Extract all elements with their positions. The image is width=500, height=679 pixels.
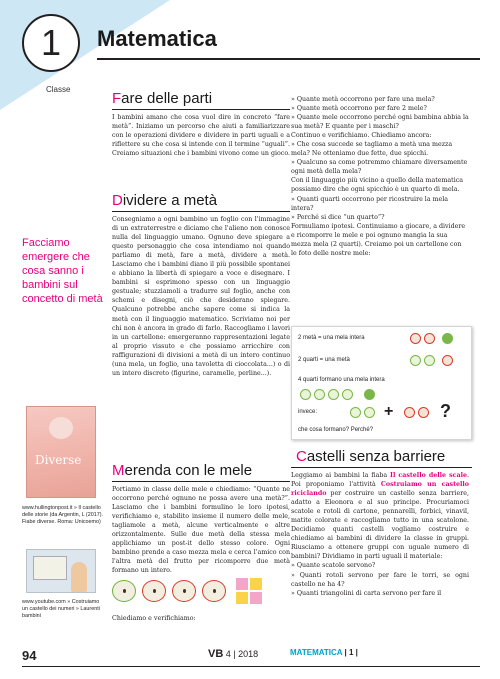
- title-initial: M: [112, 462, 125, 479]
- title-initial: C: [296, 448, 307, 465]
- video-figure: [71, 562, 87, 592]
- section-rule: [112, 109, 290, 110]
- quarter-apple-icon: [342, 389, 353, 400]
- section-rule: [112, 481, 290, 482]
- apples-illustration: [112, 576, 290, 606]
- class-number-circle: [22, 14, 80, 72]
- title-rest: astelli senza barriere: [306, 448, 446, 465]
- book-caption: www.hullingtonpost.it » Il castello delle storie (da Argentin, L (2017). Fiabe diverse. Roma: Unicoemo): [22, 505, 104, 525]
- footer-section-num: | 1 |: [344, 648, 358, 657]
- math-line: 2 metà = una mela intera: [298, 335, 365, 341]
- plus-symbol: +: [384, 403, 394, 420]
- section-body-merenda-after: Chiediamo e verifichiamo:: [112, 615, 196, 622]
- section-rule: [112, 211, 290, 212]
- half-apple-icon: [442, 355, 453, 366]
- half-apple-icon: [410, 333, 421, 344]
- math-line: 2 quarti = una metà: [298, 357, 350, 363]
- half-apple-icon: [142, 580, 166, 602]
- math-line: che cosa formano? Perché?: [298, 427, 374, 433]
- math-fractions-box: [291, 326, 472, 440]
- math-line: invece:: [298, 409, 318, 415]
- video-screen: [33, 556, 67, 580]
- title-initial: D: [112, 192, 123, 209]
- issue-date: 4 | 2018: [225, 649, 259, 659]
- story-title-link[interactable]: Il castello delle scale: [390, 472, 467, 479]
- half-apple-icon: [404, 407, 415, 418]
- half-apple-icon: [172, 580, 196, 602]
- apple-seed: [213, 589, 216, 593]
- section-title-castelli: [296, 448, 445, 465]
- book-cover-figure: [49, 417, 73, 439]
- book-cover-image: [26, 406, 96, 498]
- section-title-fare: [112, 90, 212, 107]
- body-text: . Poi proponiamo l'attività: [291, 472, 469, 489]
- postit-square: [236, 578, 248, 590]
- magazine-issue: [208, 648, 258, 660]
- section-body-fare: I bambini amano che cosa vuol dire in concreto “fare metà”. Iniziamo un percorso che aiuti a familiarizzare con le operazioni dividere e dividere in parti uguali e a riflettere su che cosa si intende con il termine “uguali”. Creiamo situazioni che i bambini vivono come un gioco.: [112, 114, 291, 158]
- footer-section-label: MATEMATICA: [290, 648, 343, 657]
- apple-seed: [153, 589, 156, 593]
- quarter-apple-icon: [410, 355, 421, 366]
- quarter-apple-icon: [364, 407, 375, 418]
- quarter-apple-icon: [300, 389, 311, 400]
- section-body-dividere: Consegniamo a ogni bambino un foglio con l'immagine di un extraterrestre e diciamo che l'alieno non conosce nulla del linguaggio umano. Ognuno deve spiegare a questo personaggio che cosa intendiamo noi quando parliamo di metà, fare a metà, dividere a metà. Lasciamo che i bambini diano il più possibile spontanei e abbiano la libertà di spiegare a voce e disegnare. I bambini si esprimono spesso con un linguaggio gestuale; stuzziamoli a tradurre sul foglio, anche con schemi e disegni, ciò che desiderano spiegare. Qualcuno potrebbe anche sapere come si indica la metà con il linguaggio matematico. Scriviamo noi per chi non è ancora in grado di farlo. Raccogliamo i lavori in un cartellone: emergeranno rappresentazioni legate al proprio vissuto e che possiamo arricchire con raffigurazioni di divisioni a metà di un intero continuo (una mela, un foglio, una tavoletta di cioccolata...) o di un intero discreto (figurine, caramelle, perline...).: [112, 216, 290, 377]
- body-text: Leggiamo ai bambini la fiaba: [291, 472, 391, 479]
- quarter-apple-icon: [314, 389, 325, 400]
- section-body-castelli: [291, 471, 469, 598]
- video-thumbnail[interactable]: [26, 549, 96, 593]
- title-rest: ividere a metà: [122, 192, 218, 209]
- video-caption: www.youtube.com » Costruiamo un castello dei numeri » Laurenti bambini: [22, 599, 100, 619]
- section-title-dividere: [112, 192, 217, 209]
- apple-seed: [183, 589, 186, 593]
- activity-title-link[interactable]: Costruiamo un castello riciclando: [291, 481, 469, 498]
- half-apple-icon: [202, 580, 226, 602]
- questions-body: » Quante metà occorrono per fare una mela? » Quante metà occorrono per fare 2 mele? » Quante mele occorrono perché ogni bambina abbia la sua metà? E quante per i maschi? Continuo e verifichiamo. Chiediamo ancora: » Che cosa succede se tagliamo a metà una mezza mela? Ne otteniamo due fette, due spicchi. » Qualcuno sa come potremmo chiamare diversamente ogni metà della mela? Con il linguaggio più vicino a quello della matematica possiamo dire che ogni spicchio è un quarto di mela. » Quanti quarti occorrono per ricostruire la mela intera? » Perché si dice “un quarto”? Formuliamo ipotesi. Continuiamo a giocare, a dividere e ricomporre le mele e poi ognuno mangia la sua mezza mela (2 quarti). Creiamo poi un cartellone con le foto delle nostre mele:: [291, 96, 469, 257]
- apple-icon: [112, 580, 136, 602]
- question-mark: ?: [440, 401, 451, 421]
- body-text: per costruire un castello senza barriere, adatto a Eleonora e al suo principe. Procuriamoci scatole e rotoli di cartone, pennarelli, forbici, vinavil, matite colorate e raccogliamo tutto in una scatolone. Decidiamo quanti castelli vogliamo costruire e chiediamo ai bambini di dividere la classe in gruppi. Riusciamo a ottenere gruppi con uguale numero di bambini? Dividiamo in parti uguali il materiale: » Quante scatole servono? » Quanti rotoli servono per fare le torri, se ogni castello ne ha 4? » Quanti triangolini di carta servono per fare il: [291, 490, 469, 597]
- book-cover-title: Diverse: [35, 453, 82, 467]
- section-rule: [291, 467, 472, 468]
- section-body-merenda: Portiamo in classe delle mele e chiediamo: “Quante ne occorrono perché ognuno ne possa avere una metà?”. Lasciamo che i bambini formulino le loro ipotesi, verifichiamo e, stabilito insieme il numero delle mele, tagliamole a metà, alcune verticalmente e altre orizzontalmente. Sulle due metà della stessa mela applichiamo un post-it dello stesso colore. Ogni bambino prende a caso mezza mela e cerca l'amico con l'altra metà del frutto per ricomporre due metà formano un intero.: [112, 486, 290, 575]
- title-rest: are delle parti: [121, 90, 213, 107]
- postit-square: [250, 592, 262, 604]
- magazine-logo: VB: [208, 648, 224, 660]
- apple-seed: [123, 589, 126, 593]
- pullquote: Facciamo emergere che cosa sanno i bambini sul concetto di metà: [22, 237, 103, 305]
- footer-rule: [22, 666, 480, 667]
- header-rule: [97, 58, 480, 60]
- apple-icon: [442, 333, 453, 344]
- quarter-apple-icon: [424, 355, 435, 366]
- math-line: 4 quarti formano una mela intera: [298, 377, 385, 383]
- page-number: 94: [22, 648, 37, 663]
- title-rest: erenda con le mele: [124, 462, 253, 479]
- postit-square: [250, 578, 262, 590]
- half-apple-icon: [424, 333, 435, 344]
- half-apple-icon: [418, 407, 429, 418]
- quarter-apple-icon: [328, 389, 339, 400]
- class-label: Classe: [46, 85, 71, 94]
- title-initial: F: [112, 90, 122, 107]
- quarter-apple-icon: [350, 407, 361, 418]
- footer-section: [290, 648, 358, 657]
- section-title-merenda: [112, 462, 252, 479]
- class-number: 1: [40, 22, 62, 63]
- apple-icon: [364, 389, 375, 400]
- page-title: Matematica: [97, 26, 217, 51]
- postit-square: [236, 592, 248, 604]
